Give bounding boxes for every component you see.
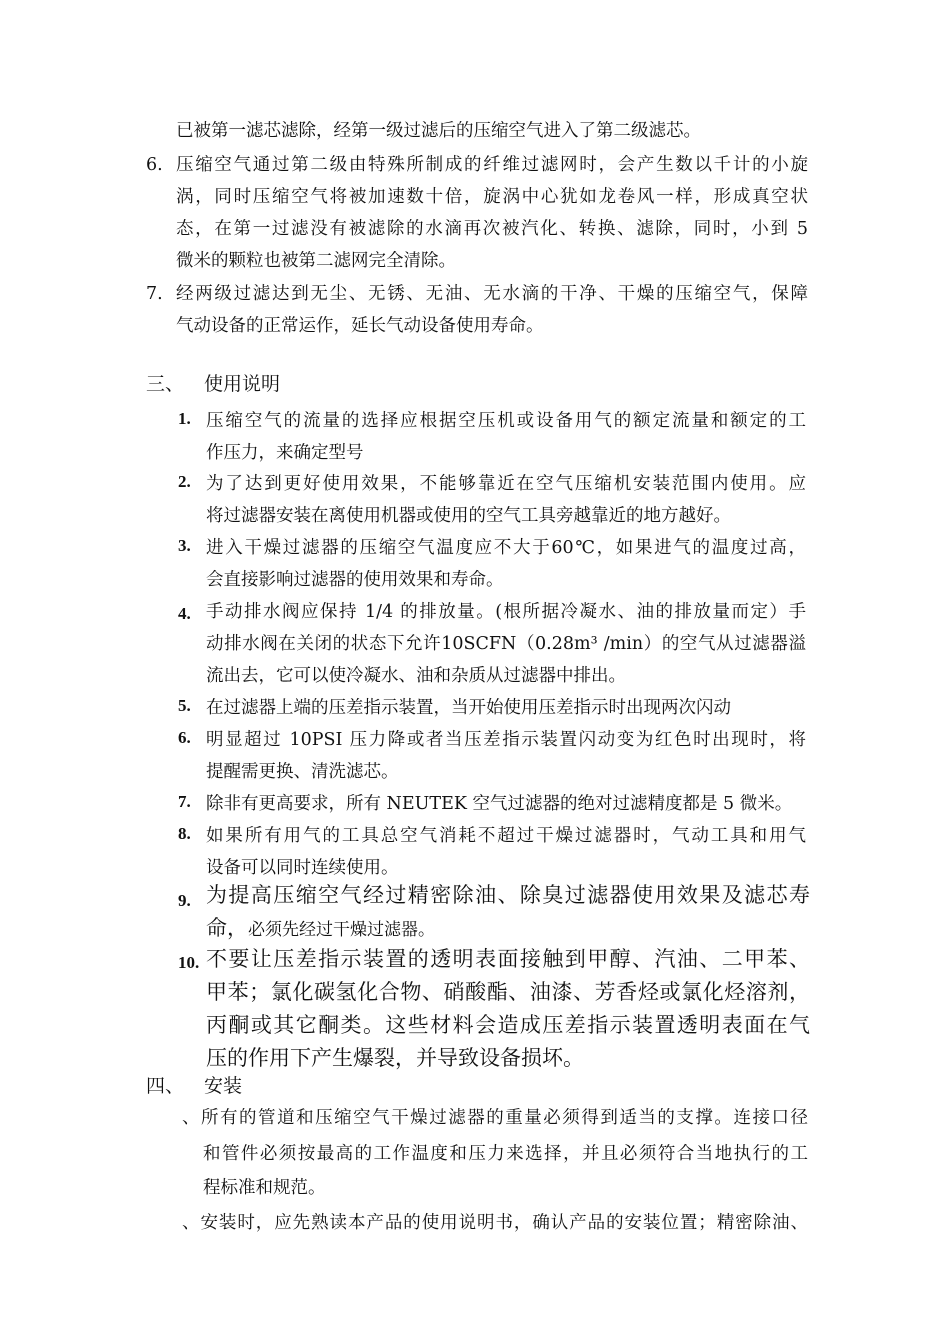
item-number: 5.	[178, 696, 191, 715]
item-number: 10.	[178, 953, 200, 972]
install-p2-line-1: 、安装时，应先熟读本产品的使用说明书，确认产品的安装位置；精密除油、	[182, 1213, 808, 1233]
item-line: 如果所有用气的工具总空气消耗不超过干燥过滤器时，气动工具和用气	[206, 826, 806, 846]
install-p1-line-3: 程标准和规范。	[203, 1178, 326, 1198]
item-line: 除非有更高要求，所有 NEUTEK 空气过滤器的绝对过滤精度都是 5 微米。	[206, 794, 793, 814]
item-number: 1.	[178, 409, 191, 428]
item-line-wrap	[206, 912, 810, 947]
item-number: 9.	[178, 891, 191, 910]
section-heading-install	[146, 1072, 242, 1100]
item-number: 7.	[178, 792, 191, 811]
item7-line-1: 经两级过滤达到无尘、无锈、无油、无水滴的干净、干燥的压缩空气，保障	[176, 284, 808, 304]
item6-line-2: 涡，同时压缩空气将被加速数十倍，旋涡中心犹如龙卷风一样，形成真空状	[176, 187, 808, 207]
item-line: 压缩空气的流量的选择应根据空压机或设备用气的额定流量和额定的工	[206, 411, 806, 431]
item6-line-4: 微米的颗粒也被第二滤网完全清除。	[176, 251, 456, 271]
list-number-6: 6.	[146, 155, 163, 175]
item-line: 动排水阀在关闭的状态下允许10SCFN（0.28m³ /min）的空气从过滤器溢	[206, 634, 806, 654]
install-p1-line-2: 和管件必须按最高的工作温度和压力来选择，并且必须符合当地执行的工	[203, 1144, 808, 1164]
section-title: 使用说明	[204, 373, 281, 395]
item-line: 设备可以同时连续使用。	[206, 858, 399, 878]
item-line: 手动排水阀应保持 1/4 的排放量。(根所据冷凝水、油的排放量而定）手	[206, 602, 806, 622]
item-line: 命，	[206, 916, 248, 940]
section-number: 四、	[146, 1075, 185, 1097]
paragraph-continuation: 已被第一滤芯滤除，经第一级过滤后的压缩空气进入了第二级滤芯。	[176, 121, 701, 141]
list-number-7: 7.	[146, 284, 163, 304]
section-heading-usage	[146, 370, 280, 398]
item-line: 为提高压缩空气经过精密除油、除臭过滤器使用效果及滤芯寿	[206, 883, 810, 907]
item-number: 6.	[178, 728, 191, 747]
install-p1-line-1: 、所有的管道和压缩空气干燥过滤器的重量必须得到适当的支撑。连接口径	[182, 1108, 808, 1128]
item-line-small: 必须先经过干燥过滤器。	[248, 920, 435, 940]
item-line: 不要让压差指示装置的透明表面接触到甲醇、汽油、二甲苯、	[206, 947, 810, 971]
item-line: 作压力，来确定型号	[206, 443, 364, 463]
section-title: 安装	[204, 1075, 243, 1097]
item-line: 甲苯；氯化碳氢化合物、硝酸酯、油漆、芳香烃或氯化烃溶剂，	[206, 980, 810, 1004]
item-line: 明显超过 10PSI 压力降或者当压差指示装置闪动变为红色时出现时，将	[206, 730, 806, 750]
item-number: 2.	[178, 472, 191, 491]
item-number: 4.	[178, 604, 191, 623]
item-line: 丙酮或其它酮类。这些材料会造成压差指示装置透明表面在气	[206, 1013, 810, 1037]
item-number: 8.	[178, 824, 191, 843]
item6-line-3: 态，在第一过滤没有被滤除的水滴再次被汽化、转换、滤除，同时，小到 5	[176, 219, 808, 239]
item6-line-1: 压缩空气通过第二级由特殊所制成的纤维过滤网时，会产生数以千计的小旋	[176, 155, 808, 175]
item-line: 提醒需更换、清洗滤芯。	[206, 762, 399, 782]
item-line: 压的作用下产生爆裂，并导致设备损坏。	[206, 1046, 584, 1070]
item7-line-2: 气动设备的正常运作，延长气动设备使用寿命。	[176, 316, 544, 336]
section-number: 三、	[146, 373, 185, 395]
item-line: 会直接影响过滤器的使用效果和寿命。	[206, 570, 504, 590]
item-line: 为了达到更好使用效果，不能够靠近在空气压缩机安装范围内使用。应	[206, 474, 806, 494]
item-line: 将过滤器安装在离使用机器或使用的空气工具旁越靠近的地方越好。	[206, 506, 731, 526]
item-line: 进入干燥过滤器的压缩空气温度应不大于60℃，如果进气的温度过高，	[206, 538, 806, 558]
item-line: 流出去，它可以使冷凝水、油和杂质从过滤器中排出。	[206, 666, 626, 686]
item-line: 在过滤器上端的压差指示装置，当开始使用压差指示时出现两次闪动	[206, 698, 731, 718]
item-number: 3.	[178, 536, 191, 555]
